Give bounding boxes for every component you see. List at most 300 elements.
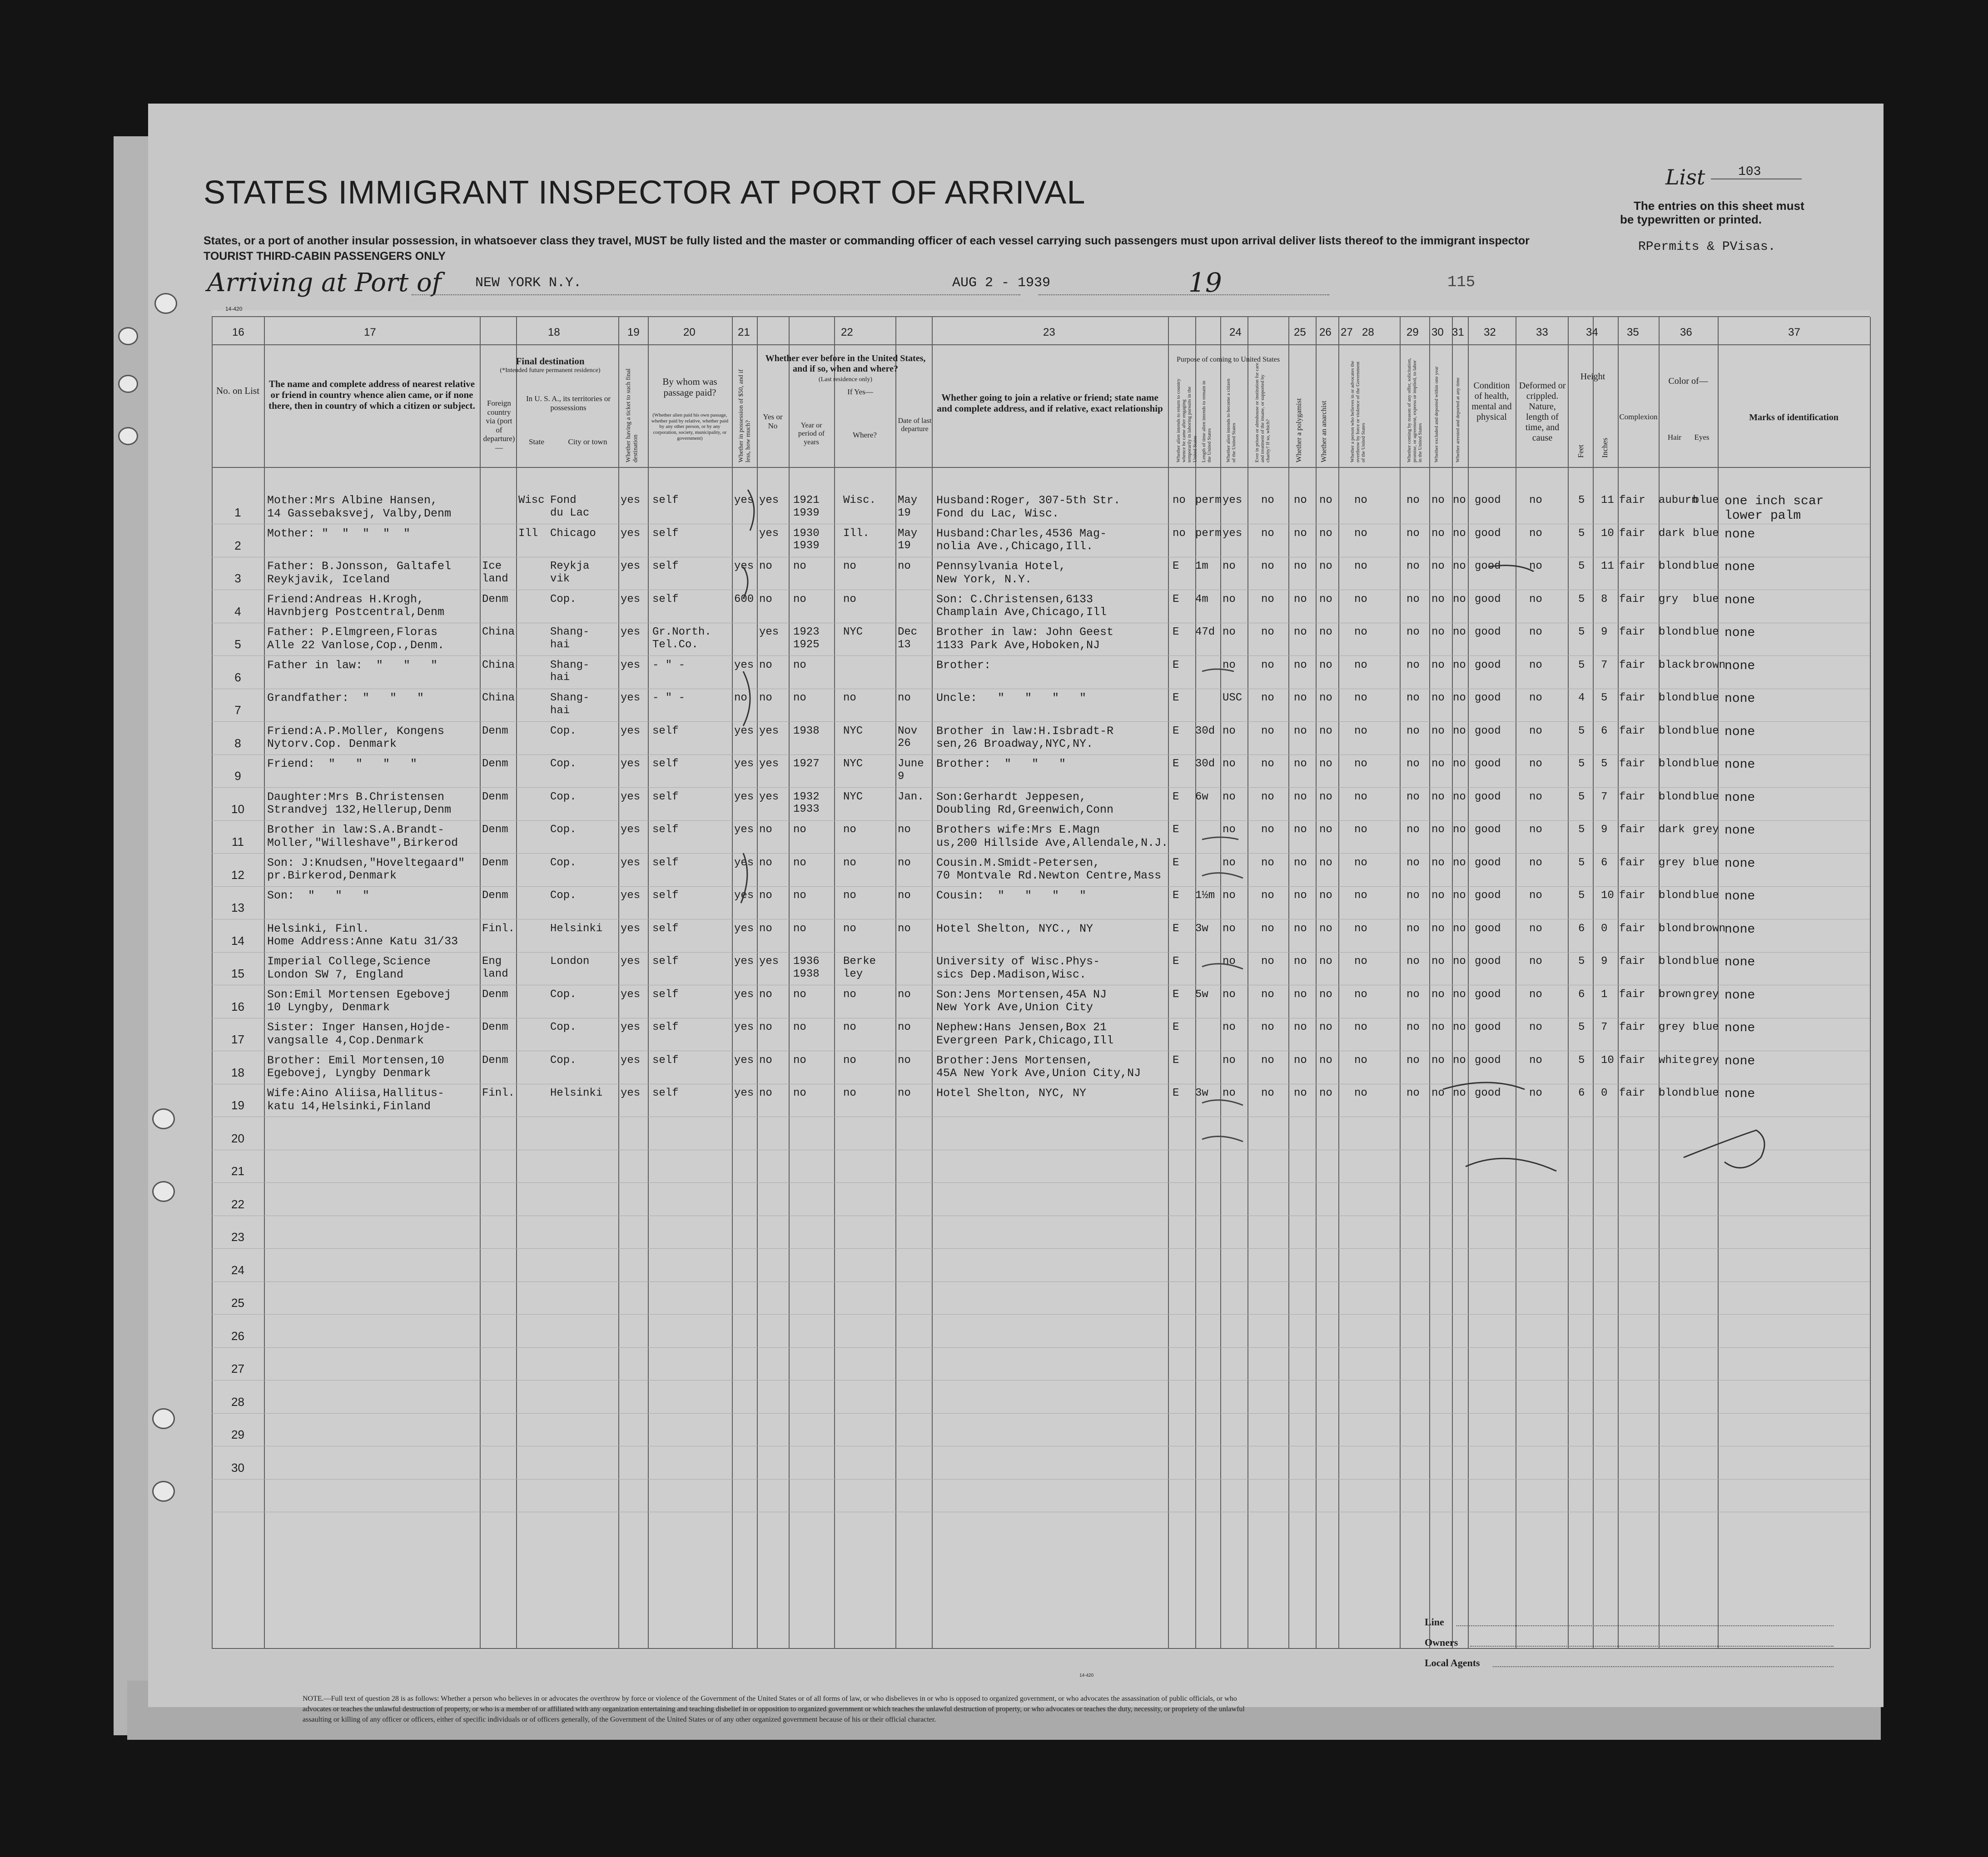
cell-c30: no <box>1431 1054 1445 1067</box>
cell-ticket: yes <box>621 758 641 770</box>
cell-c25: no <box>1261 1054 1274 1067</box>
cell-hair: blond <box>1659 560 1692 572</box>
cell-c29: no <box>1407 1021 1420 1033</box>
cell-state: Wisc <box>518 494 545 506</box>
cell-ticket: yes <box>621 1021 641 1033</box>
cell-c25: no <box>1261 725 1274 737</box>
cell-ticket: yes <box>621 593 641 606</box>
cell-purpose: E <box>1173 692 1179 704</box>
cell-city: Cop. <box>550 1021 577 1033</box>
cell-relative: Father in law: " " " <box>267 658 438 672</box>
colnum: 19 <box>627 326 640 338</box>
cell-departure: May 19 <box>898 494 918 519</box>
row-number: 18 <box>231 1066 244 1079</box>
cell-c29: no <box>1407 560 1420 572</box>
colnum: 34 <box>1586 326 1598 338</box>
cell-where: NYC <box>843 626 863 638</box>
cell-years: no <box>793 1021 806 1033</box>
cell-c31: no <box>1453 527 1466 540</box>
cell-deformed: no <box>1529 790 1542 803</box>
row-number: 9 <box>234 769 241 783</box>
cell-eyes: blue <box>1693 1087 1719 1099</box>
row-number: 2 <box>234 539 241 552</box>
cell-money: yes <box>734 889 754 902</box>
row-number: 29 <box>231 1428 244 1441</box>
cell-feet: 5 <box>1578 824 1585 836</box>
cell-c28: no <box>1354 824 1367 836</box>
cell-deformed: no <box>1529 1054 1542 1067</box>
cell-relative: Mother:Mrs Albine Hansen, 14 Gassebaksvej, Valby,Denm <box>267 494 452 520</box>
cell-length: 5w <box>1195 988 1208 1001</box>
cell-paid: self <box>652 856 679 869</box>
cell-departure: no <box>898 824 911 836</box>
cell-c30: no <box>1431 790 1445 803</box>
cell-before: no <box>759 692 772 704</box>
cell-c30: no <box>1431 725 1445 737</box>
row-number: 12 <box>231 868 244 882</box>
cell-feet: 5 <box>1578 758 1585 770</box>
cell-health: good <box>1475 1087 1501 1099</box>
cell-c27: no <box>1319 790 1332 803</box>
cell-where: no <box>843 593 856 606</box>
cell-c25: no <box>1261 790 1274 803</box>
colnum: 17 <box>364 326 376 338</box>
header-q28: Whether a person who believes in or advocates the overthrow by force or violence of the Government of the United States <box>1350 361 1367 462</box>
cell-c27: no <box>1319 494 1332 506</box>
colnum: 31 <box>1452 326 1464 338</box>
cell-city: Cop. <box>550 725 577 737</box>
cell-citizen: no <box>1223 955 1236 968</box>
cell-health: good <box>1475 725 1501 737</box>
footer-line-blank <box>1456 1625 1834 1626</box>
header-hair: Hair <box>1667 433 1682 442</box>
cell-health: good <box>1475 1021 1501 1033</box>
cell-c28: no <box>1354 856 1367 869</box>
cell-departure: May 19 <box>898 527 918 552</box>
cell-c30: no <box>1431 593 1445 606</box>
cell-joining: Brothers wife:Mrs E.Magn us,200 Hillside Ave,Allendale,N.J. <box>936 823 1168 849</box>
cell-hair: blond <box>1659 922 1692 935</box>
cell-departure: no <box>898 1087 911 1099</box>
cell-where: Ill. <box>843 527 870 540</box>
colnum: 30 <box>1431 326 1444 338</box>
cell-before: yes <box>759 626 779 638</box>
cell-inches: 9 <box>1601 626 1608 638</box>
cell-marks: none <box>1725 1087 1755 1101</box>
cell-where: no <box>843 692 856 704</box>
cell-c30: no <box>1431 1087 1445 1099</box>
cell-complexion: fair <box>1619 790 1645 803</box>
cell-paid: self <box>652 758 679 770</box>
cell-purpose: E <box>1173 856 1179 869</box>
cell-c28: no <box>1354 692 1367 704</box>
cell-eyes: grey <box>1693 824 1719 836</box>
cell-health: good <box>1475 824 1501 836</box>
header-polygamist: Whether a polygamist <box>1295 398 1303 462</box>
cell-inches: 11 <box>1601 494 1614 506</box>
cell-hair: gry <box>1659 593 1679 606</box>
cell-c25: no <box>1261 922 1274 935</box>
cell-paid: self <box>652 527 679 540</box>
binder-hole <box>152 1408 175 1429</box>
header-purpose-citizen: Whether alien intends to become a citizen of the United States <box>1226 378 1237 462</box>
cell-marks: none <box>1725 955 1755 969</box>
cell-eyes: blue <box>1693 889 1719 902</box>
footer-owners-blank <box>1470 1646 1834 1647</box>
cell-marks: none <box>1725 824 1755 838</box>
cell-where: NYC <box>843 758 863 770</box>
row-number: 10 <box>231 802 244 816</box>
cell-years: 1938 <box>793 725 820 737</box>
cell-health: good <box>1475 593 1501 606</box>
cell-foreign: Denm <box>482 725 508 737</box>
cell-marks: none <box>1725 560 1755 574</box>
cell-c30: no <box>1431 659 1445 671</box>
cell-hair: blond <box>1659 790 1692 803</box>
cell-money: yes <box>734 1021 754 1033</box>
cell-city: Helsinki <box>550 922 603 935</box>
binder-hole <box>154 293 177 314</box>
cell-citizen: no <box>1223 790 1236 803</box>
cell-c26: no <box>1294 758 1307 770</box>
cell-complexion: fair <box>1619 560 1645 572</box>
cell-c31: no <box>1453 1054 1466 1067</box>
cell-length: 47d <box>1195 626 1215 638</box>
cell-c31: no <box>1453 988 1466 1001</box>
cell-years: no <box>793 593 806 606</box>
header-ever-before-sub: (Last residence only) <box>818 376 873 383</box>
cell-relative: Sister: Inger Hansen,Hojde- vangsalle 4,Cop.Denmark <box>267 1021 452 1047</box>
cell-before: yes <box>759 494 779 506</box>
row-number: 28 <box>231 1395 244 1409</box>
cell-eyes: blue <box>1693 692 1719 704</box>
cell-money: yes <box>734 725 754 737</box>
cell-c30: no <box>1431 856 1445 869</box>
cell-c30: no <box>1431 758 1445 770</box>
cell-before: yes <box>759 527 779 540</box>
cell-before: no <box>759 659 772 671</box>
cell-where: no <box>843 1054 856 1067</box>
cell-city: Chicago <box>550 527 596 540</box>
cell-purpose: E <box>1173 889 1179 902</box>
cell-inches: 10 <box>1601 527 1614 540</box>
cell-c29: no <box>1407 494 1420 506</box>
cell-c28: no <box>1354 725 1367 737</box>
cell-citizen: USC <box>1223 692 1242 704</box>
cell-joining: Hotel Shelton, NYC., NY <box>936 922 1093 935</box>
header-relative: The name and complete address of nearest relative or friend in country whence alien came, or if none there, then in country of which a citizen or subject. <box>268 378 475 412</box>
header-purpose-length: Length of time alien intends to remain in the United States <box>1201 381 1213 462</box>
cell-c29: no <box>1407 955 1420 968</box>
cell-health: good <box>1475 527 1501 540</box>
cell-marks: none <box>1725 626 1755 640</box>
cell-money: yes <box>734 1087 754 1099</box>
cell-joining: Brother in law:H.Isbradt-R sen,26 Broadway,NYC,NY. <box>936 724 1114 751</box>
cell-c29: no <box>1407 856 1420 869</box>
cell-c25: no <box>1261 560 1274 572</box>
cell-c27: no <box>1319 527 1332 540</box>
cell-c27: no <box>1319 1087 1332 1099</box>
cell-ticket: yes <box>621 692 641 704</box>
cell-c26: no <box>1294 1021 1307 1033</box>
cell-city: Cop. <box>550 889 577 902</box>
header-eyes: Eyes <box>1694 433 1710 442</box>
cell-where: NYC <box>843 725 863 737</box>
cell-joining: Husband:Roger, 307-5th Str. Fond du Lac, Wisc. <box>936 494 1121 520</box>
cell-inches: 7 <box>1601 659 1608 671</box>
cell-marks: none <box>1725 1054 1755 1068</box>
cell-c26: no <box>1294 725 1307 737</box>
cell-purpose: E <box>1173 1054 1179 1067</box>
cell-city: Shang- hai <box>550 659 590 684</box>
colnum: 26 <box>1319 326 1332 338</box>
cell-purpose: no <box>1173 527 1186 540</box>
cell-feet: 5 <box>1578 494 1585 506</box>
cell-c29: no <box>1407 692 1420 704</box>
cell-purpose: E <box>1173 659 1179 671</box>
cell-foreign: Denm <box>482 824 508 836</box>
cell-c29: no <box>1407 758 1420 770</box>
cell-c28: no <box>1354 758 1367 770</box>
cell-hair: blond <box>1659 626 1692 638</box>
header-inches: Inches <box>1600 437 1609 458</box>
header-color: Color of— <box>1668 376 1708 386</box>
cell-eyes: blue <box>1693 758 1719 770</box>
cell-health: good <box>1475 856 1501 869</box>
cell-city: Cop. <box>550 758 577 770</box>
row-number: 24 <box>231 1263 244 1277</box>
cell-c31: no <box>1453 560 1466 572</box>
cell-c29: no <box>1407 922 1420 935</box>
row-number: 4 <box>234 605 241 618</box>
cell-years: no <box>793 988 806 1001</box>
cell-feet: 6 <box>1578 1087 1585 1099</box>
cell-health: good <box>1475 692 1501 704</box>
cell-feet: 5 <box>1578 790 1585 803</box>
cell-departure: no <box>898 560 911 572</box>
cell-relative: Imperial College,Science London SW 7, England <box>267 955 431 981</box>
cell-citizen: no <box>1223 758 1236 770</box>
cell-state: Ill <box>518 527 538 540</box>
cell-hair: grey <box>1659 1021 1685 1033</box>
row-number: 20 <box>231 1132 244 1145</box>
cell-eyes: blue <box>1693 1021 1719 1033</box>
cell-years: no <box>793 824 806 836</box>
cell-citizen: no <box>1223 922 1236 935</box>
cell-c25: no <box>1261 856 1274 869</box>
cell-ticket: yes <box>621 659 641 671</box>
row-number: 22 <box>231 1197 244 1211</box>
header-money: Whether in possession of $50, and if less, how much? <box>738 369 752 462</box>
cell-eyes: blue <box>1693 527 1719 540</box>
cell-c31: no <box>1453 1021 1466 1033</box>
cell-relative: Friend: " " " " <box>267 757 417 770</box>
cell-city: Cop. <box>550 856 577 869</box>
cell-hair: grey <box>1659 856 1685 869</box>
cell-eyes: blue <box>1693 955 1719 968</box>
cell-c31: no <box>1453 790 1466 803</box>
cell-money: yes <box>734 758 754 770</box>
cell-c26: no <box>1294 889 1307 902</box>
cell-complexion: fair <box>1619 955 1645 968</box>
cell-c26: no <box>1294 824 1307 836</box>
cell-city: Cop. <box>550 1054 577 1067</box>
cell-c25: no <box>1261 988 1274 1001</box>
cell-deformed: no <box>1529 824 1542 836</box>
cell-where: no <box>843 824 856 836</box>
cell-departure: Dec 13 <box>898 626 918 651</box>
cell-money: yes <box>734 560 754 572</box>
handwritten-annotations <box>148 104 1884 1707</box>
cell-c30: no <box>1431 560 1445 572</box>
cell-joining: Brother:Jens Mortensen, 45A New York Ave,Union City,NJ <box>936 1053 1141 1080</box>
cell-c26: no <box>1294 626 1307 638</box>
cell-money: yes <box>734 790 754 803</box>
cell-complexion: fair <box>1619 922 1645 935</box>
cell-years: 1930 1939 <box>793 527 820 552</box>
cell-before: no <box>759 889 772 902</box>
cell-c27: no <box>1319 955 1332 968</box>
cell-citizen: no <box>1223 988 1236 1001</box>
cell-c26: no <box>1294 955 1307 968</box>
cell-purpose: E <box>1173 725 1179 737</box>
cell-ticket: yes <box>621 725 641 737</box>
cell-c27: no <box>1319 1054 1332 1067</box>
cell-c29: no <box>1407 889 1420 902</box>
cell-where: no <box>843 1087 856 1099</box>
row-number: 8 <box>234 736 241 750</box>
cell-foreign: China <box>482 659 515 671</box>
cell-health: good <box>1475 1054 1501 1067</box>
header-if-yes: If Yes— <box>847 387 873 396</box>
cell-paid: self <box>652 988 679 1001</box>
cell-deformed: no <box>1529 692 1542 704</box>
cell-deformed: no <box>1529 856 1542 869</box>
cell-c28: no <box>1354 988 1367 1001</box>
cell-city: Cop. <box>550 988 577 1001</box>
row-number: 11 <box>232 835 244 849</box>
row-number: 3 <box>234 571 241 585</box>
header-ever-before: Whether ever before in the United States, and if so, when and where? <box>765 353 926 374</box>
cell-joining: Brother in law: John Geest 1133 Park Ave,Hoboken,NJ <box>936 626 1114 652</box>
cell-departure: no <box>898 1054 911 1067</box>
cell-purpose: E <box>1173 955 1179 968</box>
cell-where: no <box>843 889 856 902</box>
cell-eyes: blue <box>1693 856 1719 869</box>
header-feet: Feet <box>1576 444 1585 458</box>
header-joining: Whether going to join a relative or friend; state name and complete address, and if relative, exact relationship <box>937 392 1163 414</box>
cell-purpose: E <box>1173 1087 1179 1099</box>
cell-hair: black <box>1659 659 1692 671</box>
header-final-destination: Final destination <box>516 356 585 367</box>
cell-years: 1923 1925 <box>793 626 820 651</box>
cell-c30: no <box>1431 494 1445 506</box>
cell-eyes: blue <box>1693 725 1719 737</box>
cell-c29: no <box>1407 659 1420 671</box>
header-ticket: Whether having a ticket to such final destination <box>625 368 639 462</box>
cell-feet: 5 <box>1578 1054 1585 1067</box>
cell-c30: no <box>1431 527 1445 540</box>
cell-length: perm <box>1195 527 1222 540</box>
cell-inches: 6 <box>1601 856 1608 869</box>
cell-purpose: E <box>1173 988 1179 1001</box>
cell-paid: self <box>652 560 679 572</box>
cell-length: 1½m <box>1195 889 1215 902</box>
cell-c31: no <box>1453 659 1466 671</box>
row-number: 5 <box>234 637 241 651</box>
header-prison: Ever in prison or almshouse or institution for care and treatment of the insane, or supported by charity? If so, which? <box>1254 362 1271 462</box>
row-number: 13 <box>231 901 244 914</box>
cell-departure: no <box>898 692 911 704</box>
colnum: 29 <box>1407 326 1419 338</box>
cell-years: no <box>793 856 806 869</box>
cell-purpose: E <box>1173 922 1179 935</box>
list-label: List <box>1665 165 1705 189</box>
cell-inches: 9 <box>1601 955 1608 968</box>
binder-hole <box>118 375 138 393</box>
row-number: 23 <box>231 1230 244 1244</box>
cell-foreign: Ice land <box>482 560 508 585</box>
cell-inches: 0 <box>1601 922 1608 935</box>
cell-hair: brown <box>1659 988 1692 1001</box>
cell-money: yes <box>734 824 754 836</box>
cell-eyes: brown <box>1693 659 1726 671</box>
cell-joining: Brother: " " " <box>936 757 1066 770</box>
cell-money: yes <box>734 1054 754 1067</box>
cell-inches: 10 <box>1601 889 1614 902</box>
cell-c28: no <box>1354 593 1367 606</box>
cell-deformed: no <box>1529 889 1542 902</box>
cell-ticket: yes <box>621 527 641 540</box>
cell-c28: no <box>1354 1021 1367 1033</box>
cell-paid: self <box>652 725 679 737</box>
cell-health: good <box>1475 988 1501 1001</box>
colnum: 32 <box>1484 326 1496 338</box>
cell-complexion: fair <box>1619 856 1645 869</box>
cell-hair: blond <box>1659 758 1692 770</box>
cell-marks: one inch scar lower palm <box>1725 494 1824 523</box>
cell-hair: blond <box>1659 692 1692 704</box>
cell-ticket: yes <box>621 560 641 572</box>
cell-inches: 7 <box>1601 790 1608 803</box>
cell-relative: Grandfather: " " " <box>267 691 424 705</box>
cell-c29: no <box>1407 1087 1420 1099</box>
cell-money: yes <box>734 988 754 1001</box>
cell-city: Cop. <box>550 593 577 606</box>
cell-citizen: no <box>1223 889 1236 902</box>
cell-foreign: Denm <box>482 758 508 770</box>
header-where: Where? <box>853 431 877 439</box>
cell-foreign: Finl. <box>482 922 515 935</box>
cell-money: no <box>734 692 747 704</box>
cell-c26: no <box>1294 1087 1307 1099</box>
cell-c31: no <box>1453 494 1466 506</box>
cell-years: 1932 1933 <box>793 790 820 816</box>
cell-before: yes <box>759 790 779 803</box>
cell-money: yes <box>734 659 754 671</box>
cell-c29: no <box>1407 988 1420 1001</box>
header-state: State <box>529 437 544 446</box>
cell-hair: blond <box>1659 725 1692 737</box>
cell-complexion: fair <box>1619 889 1645 902</box>
cell-c26: no <box>1294 560 1307 572</box>
cell-paid: - " - <box>652 692 686 704</box>
cell-c29: no <box>1407 725 1420 737</box>
header-deformed: Deformed or crippled. Nature, length of time, and cause <box>1519 381 1566 443</box>
cell-citizen: yes <box>1223 494 1242 506</box>
cell-length: perm <box>1195 494 1222 506</box>
cell-deformed: no <box>1529 527 1542 540</box>
